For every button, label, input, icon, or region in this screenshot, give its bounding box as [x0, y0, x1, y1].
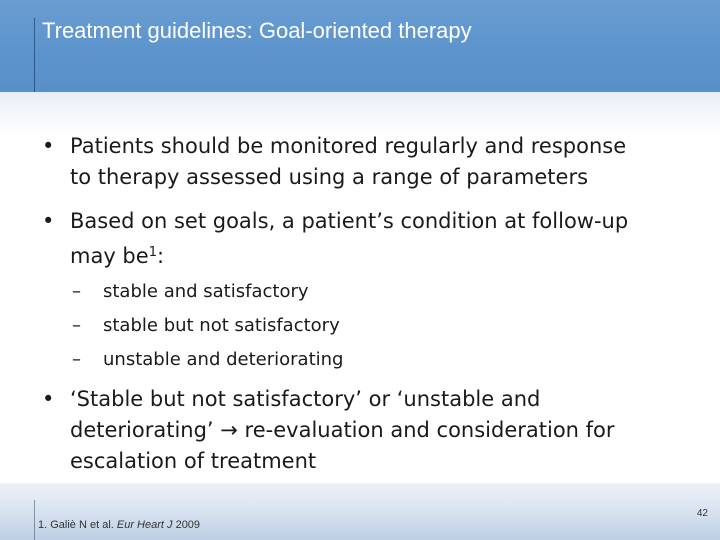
- dash-icon: –: [72, 315, 81, 336]
- dash-icon: –: [72, 281, 81, 302]
- reference-year: 2009: [172, 519, 201, 531]
- bullet-text: [70, 131, 690, 193]
- sub-bullet-text: unstable and deteriorating: [103, 349, 344, 370]
- slide-title: Treatment guidelines: Goal-oriented therapy: [42, 18, 472, 43]
- dash-icon: –: [72, 349, 81, 370]
- reference-journal: Eur Heart J: [116, 519, 173, 531]
- bullet-line: [70, 237, 690, 272]
- bullet-line: Patients should be monitored regularly and response: [70, 134, 627, 158]
- bullet-icon: •: [42, 134, 55, 158]
- bullet-line: escalation of treatment: [70, 449, 317, 473]
- header-divider: [34, 18, 35, 92]
- bullet-line-text: may be: [70, 244, 149, 268]
- reference-authors: 1. Galiè N et al.: [38, 519, 117, 531]
- page-number: 42: [696, 508, 708, 519]
- sub-bullet-text: stable and satisfactory: [103, 281, 309, 302]
- bullet-line-suffix: :: [156, 244, 165, 268]
- title-bar: [0, 0, 720, 92]
- footer-divider: [34, 500, 35, 540]
- bullet-icon: •: [42, 387, 55, 411]
- citation-superscript: 1: [148, 245, 157, 260]
- bullet-line: Based on set goals, a patient’s condition at follow-up: [70, 209, 629, 233]
- bullet-text: [70, 384, 690, 477]
- bullet-line: deteriorating’ → re-evaluation and consideration for: [70, 418, 615, 442]
- bullet-text: [70, 206, 690, 272]
- reference-citation: [38, 519, 200, 531]
- bullet-icon: •: [42, 209, 55, 233]
- sub-bullet-text: stable but not satisfactory: [103, 315, 340, 336]
- footer-bar: [0, 483, 720, 540]
- bullet-line: to therapy assessed using a range of parameters: [70, 165, 589, 189]
- bullet-line: ‘Stable but not satisfactory’ or ‘unstable and: [70, 387, 541, 411]
